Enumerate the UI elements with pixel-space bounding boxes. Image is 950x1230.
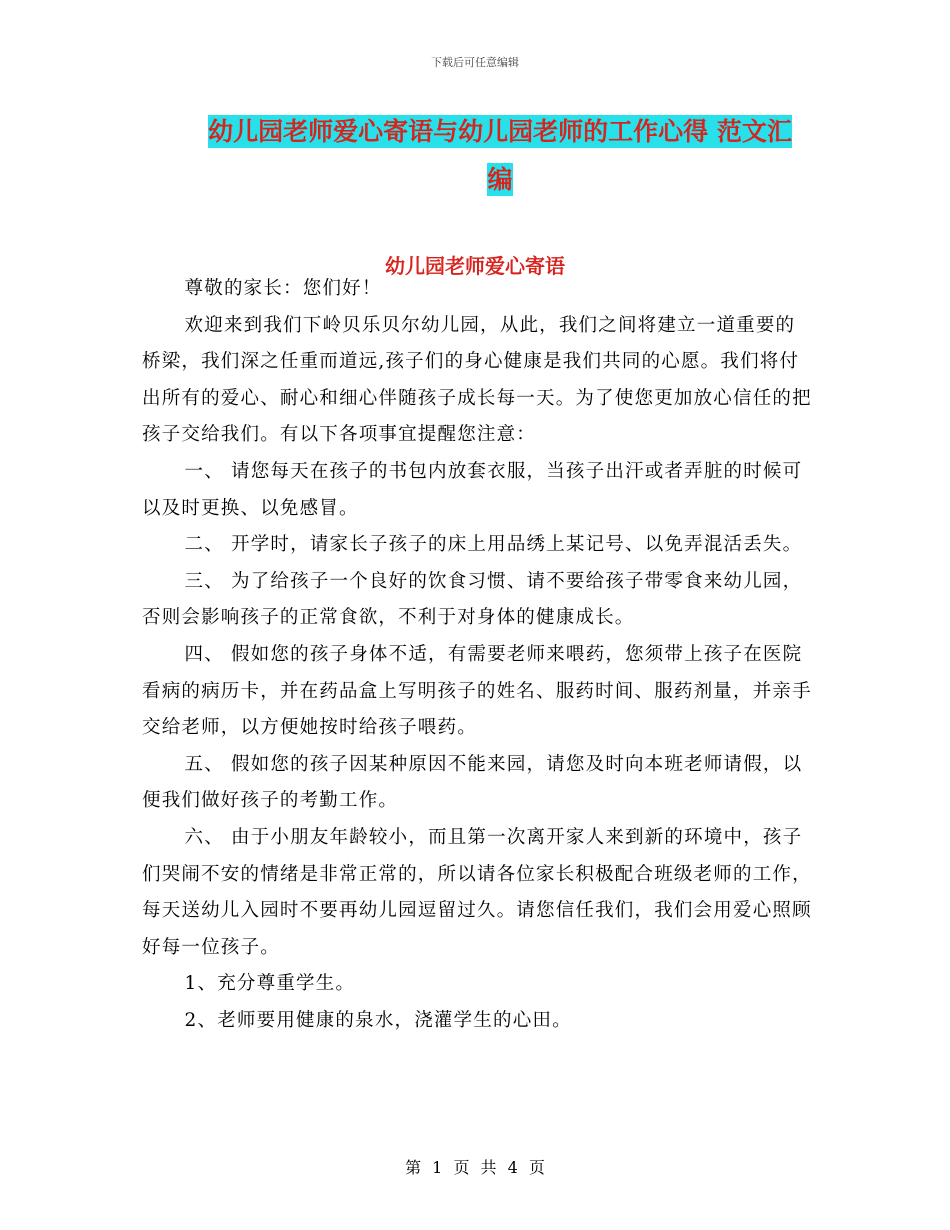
page-footer: 第 1 页 共 4 页 — [405, 1158, 545, 1177]
greeting-paragraph: 尊敬的家长：您们好！ — [184, 278, 382, 299]
title-line-1: 幼儿园老师爱心寄语与幼儿园老师的工作心得 范文汇 — [208, 117, 792, 146]
notice-item-4: 四、 假如您的孩子身体不适，有需要老师来喂药，您须带上孩子在医院看病的病历卡，并在药品盒上写明孩子的姓名、服药时间、服药剂量，并亲手交给老师，以方便她按时给孩子喂药。 — [142, 643, 812, 739]
document-body — [142, 271, 812, 1039]
title-line-2: 编 — [487, 165, 513, 194]
section-title: 幼儿园老师爱心寄语 — [385, 254, 565, 278]
notice-item-3: 三、 为了给孩子一个良好的饮食习惯、请不要给孩子带零食来幼儿园，否则会影响孩子的正常食欲，不利于对身体的健康成长。 — [142, 570, 803, 629]
notice-item-5: 五、 假如您的孩子因某种原因不能来园，请您及时向本班老师请假，以便我们做好孩子的考勤工作。 — [142, 753, 803, 812]
intro-paragraph: 欢迎来到我们下岭贝乐贝尔幼儿园，从此，我们之间将建立一道重要的桥梁，我们深之任重而道远,孩子们的身心健康是我们共同的心愿。我们将付出所有的爱心、耐心和细心伴随孩子成长每一天。为了使您更加放心信任的把孩子交给我们。有以下各项事宜提醒您注意： — [142, 314, 812, 446]
header-note: 下载后可任意编辑 — [431, 56, 519, 69]
document-title — [185, 108, 815, 204]
point-2: 2、老师要用健康的泉水，浇灌学生的心田。 — [184, 1009, 572, 1031]
notice-item-6: 六、 由于小朋友年龄较小，而且第一次离开家人来到新的环境中，孩子们哭闹不安的情绪是非常正常的，所以请各位家长积极配合班级老师的工作，每天送幼儿入园时不要再幼儿园逗留过久。请您信任我们，我们会用爱心照顾好每一位孩子。 — [142, 826, 812, 958]
notice-item-1: 一、 请您每天在孩子的书包内放套衣服，当孩子出汗或者弄脏的时候可以及时更换、以免感冒。 — [142, 460, 803, 519]
notice-item-2: 二、 开学时，请家长子孩子的床上用品绣上某记号、以免弄混活丢失。 — [184, 534, 803, 556]
point-1: 1、充分尊重学生。 — [184, 973, 356, 995]
